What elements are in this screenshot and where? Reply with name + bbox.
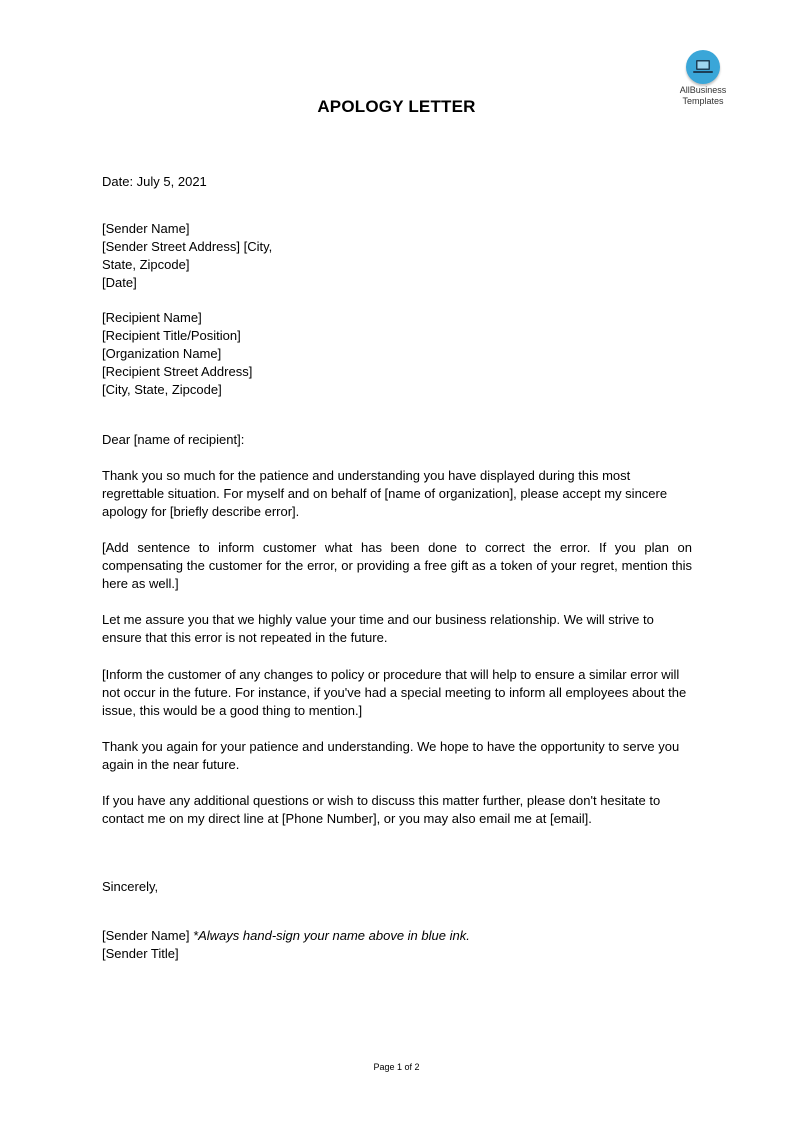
salutation: Dear [name of recipient]: [102, 432, 245, 447]
body-paragraph-1: Thank you so much for the patience and understanding you have displayed during this most regrettable situation. For myself and on behalf of [name of organization], please accept my sincere apology for [briefly describe error]. [102, 468, 668, 519]
letter-title: APOLOGY LETTER [317, 97, 476, 116]
signature-title: [Sender Title] [102, 946, 179, 961]
laptop-icon [693, 59, 713, 75]
body-paragraph-2: [Add sentence to inform customer what has been done to correct the error. If you plan on compensating the customer for the error, or providing a free gift as a token of your regret, mention this here as well.] [102, 540, 692, 591]
logo-text-line1: AllBusiness [679, 85, 727, 95]
sender-state-zip: State, Zipcode] [102, 257, 190, 272]
body-paragraph-3: Let me assure you that we highly value your time and our business relationship. We will strive to ensure that this error is not repeated in the future. [102, 612, 654, 645]
body-paragraph-6: If you have any additional questions or wish to discuss this matter further, please don't hesitate to contact me on my direct line at [Phone Number], or you may also email me at [email]. [102, 793, 661, 826]
page-number: Page 1 of 2 [373, 1062, 420, 1072]
signature-note: *Always hand-sign your name above in blue ink. [193, 928, 470, 943]
closing: Sincerely, [102, 879, 159, 894]
body-paragraph-4: [Inform the customer of any changes to policy or procedure that will help to ensure a similar error will not occur in the future. For instance, if you've had a special meeting to inform all employees about the issue, this would be a good thing to mention.] [102, 667, 687, 718]
signature-line [102, 927, 470, 945]
logo-badge [686, 50, 720, 84]
recipient-name: [Recipient Name] [102, 310, 202, 325]
recipient-city-state-zip: [City, State, Zipcode] [102, 382, 222, 397]
recipient-organization: [Organization Name] [102, 346, 222, 361]
body-paragraph-5: Thank you again for your patience and understanding. We hope to have the opportunity to serve you again in the near future. [102, 739, 680, 772]
recipient-address-block [102, 309, 252, 399]
recipient-title: [Recipient Title/Position] [102, 328, 241, 343]
sender-address-block [102, 220, 272, 292]
signature-name: [Sender Name] [102, 928, 194, 943]
sender-street-address: [Sender Street Address] [City, [102, 239, 273, 254]
sender-name: [Sender Name] [102, 221, 190, 236]
logo-text-line2: Templates [682, 96, 724, 106]
recipient-street-address: [Recipient Street Address] [102, 364, 253, 379]
date-line: Date: July 5, 2021 [102, 174, 207, 189]
sender-date: [Date] [102, 275, 137, 290]
